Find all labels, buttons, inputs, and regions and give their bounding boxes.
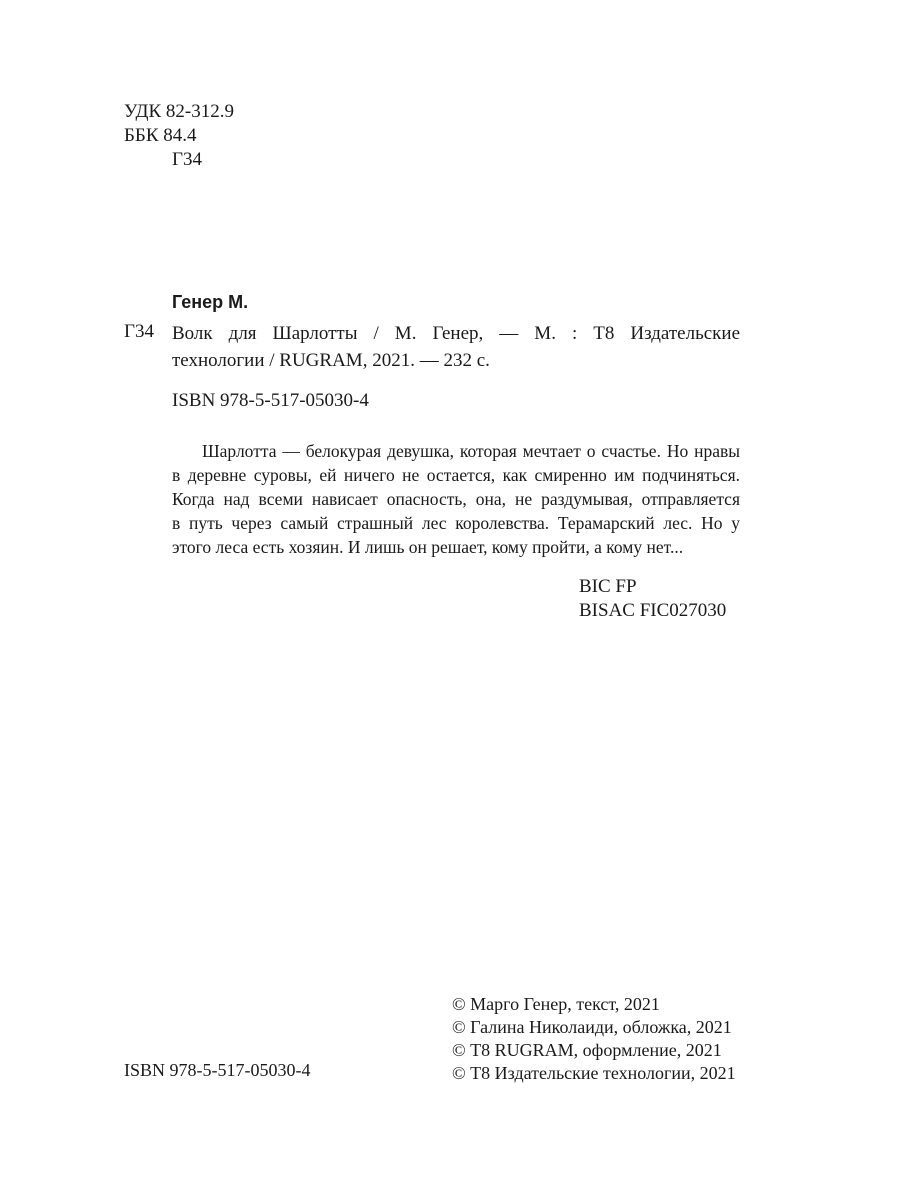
bic-code: BIC FP	[579, 576, 637, 597]
annotation-line: Шарлотта — белокурая девушка, которая мечтает о счастье. Но нравы	[202, 441, 740, 461]
copyright-line: © Марго Генер, текст, 2021	[452, 994, 660, 1014]
author-sign-side: Г34	[124, 321, 154, 342]
bisac-code: BISAC FIC027030	[579, 600, 727, 621]
copyright-list	[452, 993, 736, 1085]
author-sign-code: Г34	[172, 149, 202, 170]
udk-code: УДК 82-312.9	[124, 101, 234, 122]
annotation-line: этого леса есть хозяин. И лишь он решает, кому пройти, а кому нет...	[172, 537, 684, 557]
title-line-1: Волк для Шарлотты / М. Генер, — М. : Т8 Издательские	[172, 323, 740, 344]
copyright-line: © Т8 RUGRAM, оформление, 2021	[452, 1040, 722, 1060]
annotation-paragraph	[172, 439, 740, 559]
copyright-line: © Галина Николаиди, обложка, 2021	[452, 1017, 732, 1037]
isbn-record: ISBN 978-5-517-05030-4	[172, 390, 369, 411]
copyright-line: © Т8 Издательские технологии, 2021	[452, 1063, 736, 1083]
author-name: Генер М.	[172, 292, 249, 312]
bibliographic-title	[172, 320, 740, 374]
annotation-line: в деревне суровы, ей ничего не остается, как смиренно им подчиняться.	[172, 465, 740, 485]
annotation-line: в путь через самый страшный лес королевства. Терамарский лес. Но у	[172, 513, 740, 533]
annotation-line: Когда над всеми нависает опасность, она, не раздумывая, отправляется	[172, 489, 740, 509]
bbk-code: ББК 84.4	[124, 125, 197, 146]
isbn-footer: ISBN 978-5-517-05030-4	[124, 1060, 311, 1080]
title-line-2: технологии / RUGRAM, 2021. — 232 с.	[172, 350, 490, 371]
